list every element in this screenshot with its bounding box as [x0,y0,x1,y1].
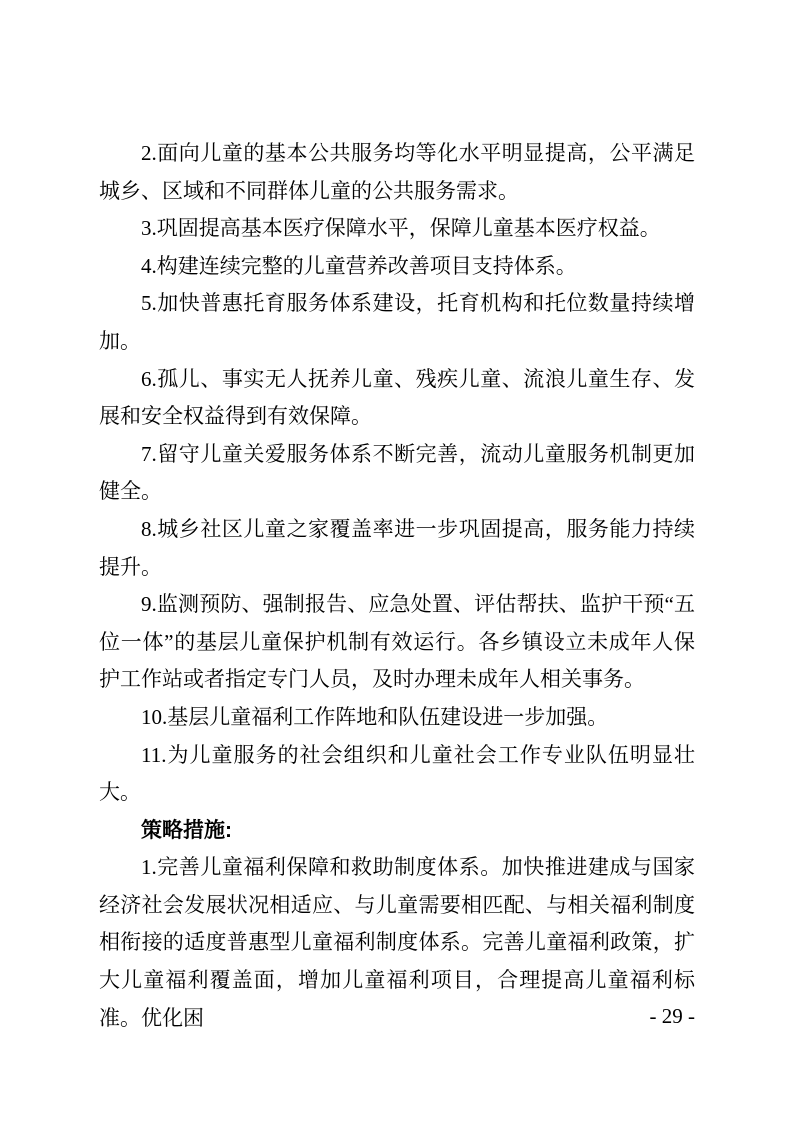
document-body [99,135,695,1037]
body-paragraph: 2.面向儿童的基本公共服务均等化水平明显提高，公平满足城乡、区域和不同群体儿童的公共服务需求。 [99,141,695,203]
body-paragraph: 7.留守儿童关爱服务体系不断完善，流动儿童服务机制更加健全。 [99,441,695,504]
body-paragraph: 3.巩固提高基本医疗保障水平，保障儿童基本医疗权益。 [141,216,661,241]
body-paragraph: 9.监测预防、强制报告、应急处置、评估帮扶、监护干预“五位一体”的基层儿童保护机制有效运行。各乡镇设立未成年人保护工作站或者指定专门人员，及时办理未成年人相关事务。 [99,592,695,692]
body-paragraph: 5.加快普惠托育服务体系建设，托育机构和托位数量持续增加。 [99,291,695,353]
body-paragraph: 11.为儿童服务的社会组织和儿童社会工作专业队伍明显壮大。 [99,742,695,805]
body-paragraph: 8.城乡社区儿童之家覆盖率进一步巩固提高，服务能力持续提升。 [99,516,695,579]
body-paragraph: 10.基层儿童福利工作阵地和队伍建设进一步加强。 [141,704,609,729]
page-number: - 29 - [649,1004,695,1028]
body-paragraph: 1.完善儿童福利保障和救助制度体系。加快推进建成与国家经济社会发展状况相适应、与儿童需要相匹配、与相关福利制度相衔接的适度普惠型儿童福利制度体系。完善儿童福利政策，扩大儿童福利覆盖面，增加儿童福利项目，合理提高儿童福利标准。优化困 [99,855,695,1030]
section-heading-strategy-measures: 策略措施: [141,818,232,842]
body-paragraph: 6.孤儿、事实无人抚养儿童、残疾儿童、流浪儿童生存、发展和安全权益得到有效保障。 [99,366,695,429]
page-footer [99,1001,695,1031]
body-paragraph: 4.构建连续完整的儿童营养改善项目支持体系。 [141,253,577,278]
